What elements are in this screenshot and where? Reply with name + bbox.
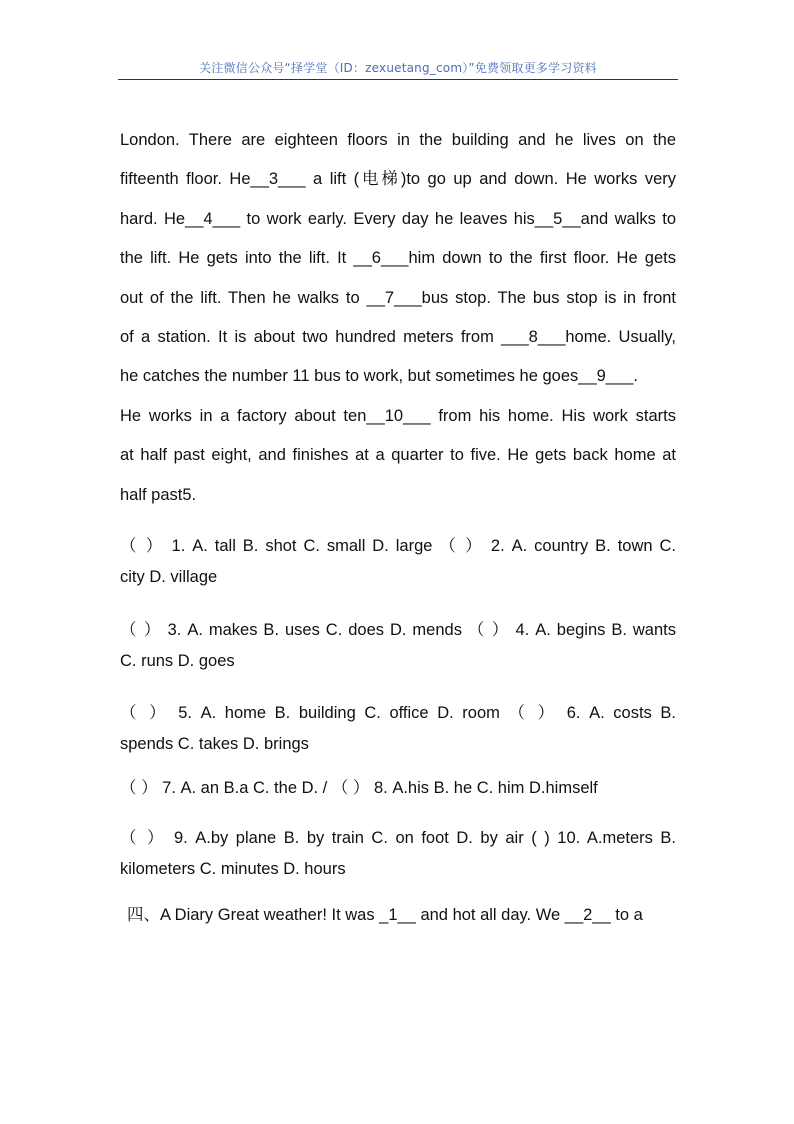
question-group-3-4 xyxy=(120,615,676,677)
passage-line: the lift. He gets into the lift. It __6___him down to the first floor. He gets xyxy=(120,249,676,268)
question-line: （ ） 1. A. tall B. shot C. small D. large （ ） 2. A. country B. town C. xyxy=(120,537,676,555)
question-line: kilometers C. minutes D. hours xyxy=(120,860,346,878)
question-line: （ ） 9. A.by plane B. by train C. on foot D. by air ( ) 10. A.meters B. xyxy=(120,829,676,847)
section-four-heading xyxy=(127,899,677,931)
question-group-5-6 xyxy=(120,698,676,760)
passage-line: at half past eight, and finishes at a quarter to five. He gets back home at xyxy=(120,446,676,465)
passage-line: fifteenth floor. He__3___ a lift (电梯)to go up and down. He works very xyxy=(120,170,676,189)
passage-line: hard. He__4___ to work early. Every day he leaves his__5__and walks to xyxy=(120,209,676,228)
question-line: （ ） 7. A. an B.a C. the D. / （ ） 8. A.his B. he C. him D.himself xyxy=(120,779,598,797)
passage-line: half past5. xyxy=(120,485,197,504)
cloze-passage xyxy=(120,121,676,515)
question-line: C. runs D. goes xyxy=(120,652,235,670)
question-group-1-2 xyxy=(120,531,676,593)
passage-line: out of the lift. Then he walks to __7___bus stop. The bus stop is in front xyxy=(120,288,676,307)
question-line: city D. village xyxy=(120,568,218,586)
section-number: 四、 xyxy=(127,905,160,924)
question-group-9-10 xyxy=(120,823,676,885)
question-line: （ ） 5. A. home B. building C. office D. room （ ） 6. A. costs B. xyxy=(120,704,676,722)
passage-line: he catches the number 11 bus to work, but sometimes he goes__9___. xyxy=(120,367,638,386)
page-header-watermark: 关注微信公众号“择学堂（ID：zexuetang_com）”免费领取更多学习资料 xyxy=(199,61,597,75)
section-text: A Diary Great weather! It was _1__ and hot all day. We __2__ to a xyxy=(160,906,643,924)
header-divider xyxy=(118,79,678,80)
passage-line: of a station. It is about two hundred meters from ___8___home. Usually, xyxy=(120,328,676,347)
question-line: （ ） 3. A. makes B. uses C. does D. mends （ ） 4. A. begins B. wants xyxy=(120,621,676,639)
passage-line: He works in a factory about ten__10___ from his home. His work starts xyxy=(120,406,676,425)
passage-line: London. There are eighteen floors in the building and he lives on the xyxy=(120,131,676,149)
question-line: spends C. takes D. brings xyxy=(120,735,309,753)
question-group-7-8 xyxy=(120,773,676,804)
